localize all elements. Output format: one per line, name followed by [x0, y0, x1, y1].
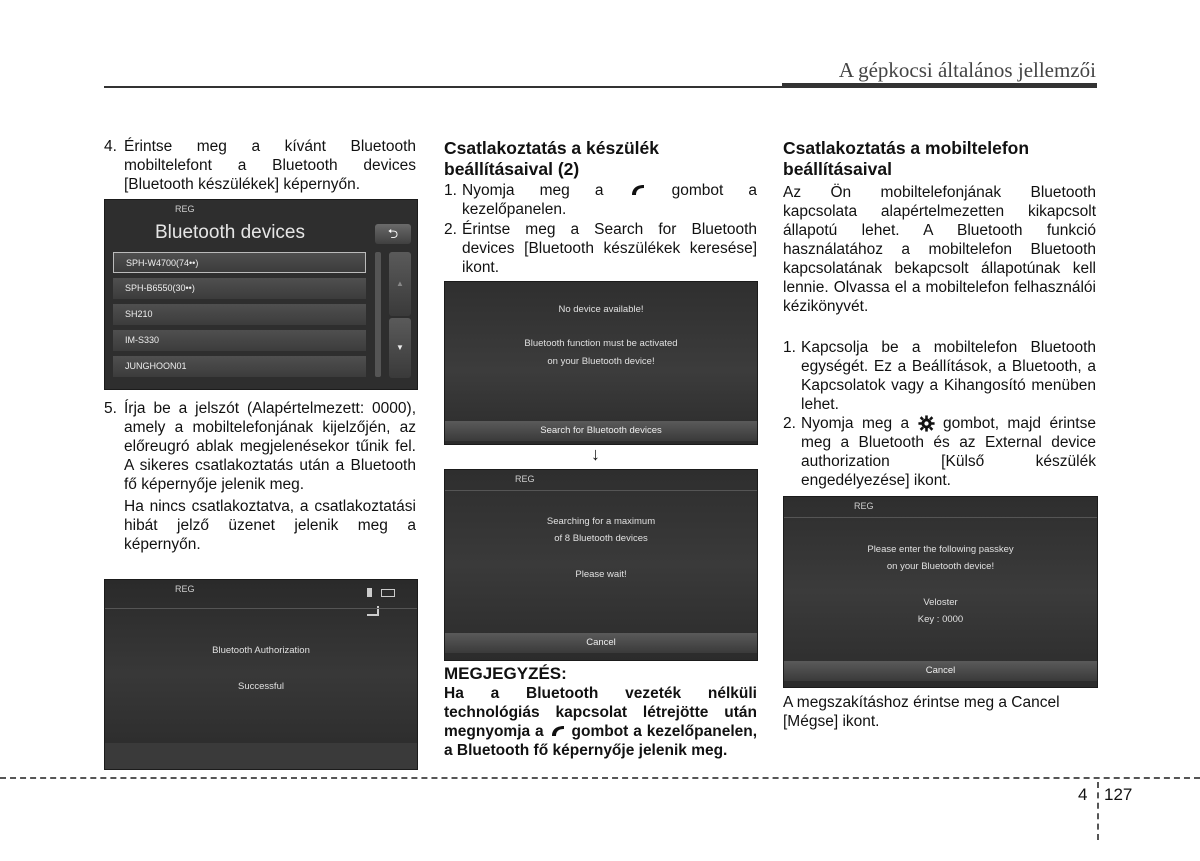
chapter-number: 4 [1078, 785, 1088, 804]
step-2-number: 2. [444, 221, 457, 238]
cancel-button[interactable]: Cancel [784, 661, 1097, 681]
step-5-text: Írja be a jelszót (Alapértelmezett: 0000), amely a mobiltelefonjának kijelzőjén, az előreugró ablak megjelenésekor tűnik fel. A sikeres csatlakoztatás után a Bluetooth fő képernyője jelenik meg. [124, 400, 416, 493]
step-4-text: Érintse meg a kívánt Bluetooth mobiltelefont a Bluetooth devices [Bluetooth készülékek] képernyőn. [124, 138, 416, 193]
please-wait-text: Please wait! [575, 569, 627, 580]
screen-passkey [783, 496, 1098, 688]
step-4-number: 4. [104, 138, 117, 155]
passkey-value: Key : 0000 [917, 614, 964, 625]
screen-searching [444, 469, 758, 661]
passkey-text-2: on your Bluetooth device! [886, 561, 995, 572]
phone-icon [549, 724, 567, 740]
device-row[interactable]: SPH-B6550(30••) [113, 278, 366, 299]
screen-title: Bluetooth devices [155, 222, 305, 243]
scroll-down-icon[interactable]: ▼ [389, 318, 411, 378]
note-text-a: Ha a Bluetooth vezeték nélküli technológiás kapcsolat létrejötte után megnyomja a [444, 685, 757, 740]
back-icon[interactable]: ⮌ [375, 224, 411, 244]
note-text-b: gombot a kezelőpanelen, a Bluetooth fő képernyője jelenik meg. [444, 723, 758, 759]
step-4 [104, 137, 416, 194]
section-heading: Csatlakoztatás a mobiltelefon beállításaival [783, 138, 1030, 179]
running-header: A gépkocsi általános jellemzői [838, 58, 1096, 82]
step-1-text-a: Nyomja meg a [462, 182, 604, 199]
phone-icon [629, 183, 647, 199]
screen-bluetooth-devices [104, 199, 418, 390]
status-icons [367, 584, 411, 594]
step-1-text: Kapcsolja be a mobiltelefon Bluetooth egységét. Ez a Beállítások, a Bluetooth, a Kapcsolatok vagy a Kihangosító menüben lehet. [801, 339, 1096, 413]
gear-icon [918, 415, 935, 432]
note-title: MEGJEGYZÉS: [444, 664, 567, 683]
footer-vertical-divider [1097, 782, 1099, 840]
authorization-status: Successful [238, 681, 284, 692]
screen-reg-label: REG [515, 474, 535, 484]
no-device-text: No device available! [558, 304, 644, 315]
step-2-text: Érintse meg a Search for Bluetooth devices [Bluetooth készülékek keresése] ikont. [462, 221, 757, 276]
intro-paragraph: Az Ön mobiltelefonjának Bluetooth kapcsolata alapértelmezetten kikapcsolt állapotú lehet. A Bluetooth funkció használatához a mobiltelefon Bluetooth kapcsolatának bekapcsolt állapotúnak kell lennie. Olvassa el a mobiltelefon felhasználói kézikönyvét. [783, 184, 1096, 315]
screen-reg-label: REG [175, 204, 195, 214]
header-rule-accent [782, 83, 1097, 88]
screen-bluetooth-authorization [104, 579, 418, 770]
scrollbar-track[interactable] [375, 252, 381, 377]
scroll-up-icon[interactable]: ▲ [389, 252, 411, 316]
col3-steps [783, 338, 1096, 490]
passkey-text-1: Please enter the following passkey [867, 544, 1014, 555]
step-5-extra: Ha nincs csatlakoztatva, a csatlakoztatási hibát jelző üzenet jelenik meg a képernyőn. [124, 498, 416, 553]
screen-reg-label: REG [854, 501, 874, 511]
bluetooth-icon [367, 588, 372, 597]
step-2-text-a: Nyomja meg a [801, 415, 910, 432]
cancel-button[interactable]: Cancel [445, 633, 757, 653]
col2-steps [444, 181, 757, 277]
step-1-text-b: gombot a kezelőpanelen. [462, 182, 757, 218]
page-number: 127 [1104, 785, 1133, 804]
cancel-instruction: A megszakításhoz érintse meg a Cancel [Mégse] ikont. [783, 694, 1060, 730]
step-5 [104, 399, 416, 554]
activation-text-1: Bluetooth function must be activated [524, 338, 678, 349]
step-2-number: 2. [783, 415, 796, 432]
footer-divider [0, 777, 1200, 779]
step-1-number: 1. [444, 182, 457, 199]
step-1-number: 1. [783, 339, 796, 356]
searching-text-1: Searching for a maximum [546, 516, 656, 527]
activation-text-2: on your Bluetooth device! [547, 356, 655, 367]
device-row[interactable]: IM-S330 [113, 330, 366, 351]
search-bluetooth-devices-button[interactable]: Search for Bluetooth devices [445, 421, 757, 441]
step-5-number: 5. [104, 400, 117, 417]
step-2-text-b: gombot, majd érintse meg a Bluetooth és az External device authorization [Külső készülék engedélyezése] ikont. [801, 415, 1096, 489]
section-heading: Csatlakoztatás a készülék beállításaival (2) [444, 138, 659, 179]
device-row[interactable]: JUNGHOON01 [113, 356, 366, 377]
arrow-down-icon: ↓ [591, 444, 600, 464]
device-name: Veloster [923, 597, 958, 608]
screen-reg-label: REG [175, 584, 195, 594]
note-text [444, 684, 757, 760]
device-row[interactable]: SH210 [113, 304, 366, 325]
searching-text-2: of 8 Bluetooth devices [554, 533, 648, 544]
device-row[interactable]: SPH-W4700(74••) [113, 252, 366, 273]
battery-icon [381, 589, 395, 597]
authorization-title: Bluetooth Authorization [212, 645, 310, 656]
screen-no-device [444, 281, 758, 445]
